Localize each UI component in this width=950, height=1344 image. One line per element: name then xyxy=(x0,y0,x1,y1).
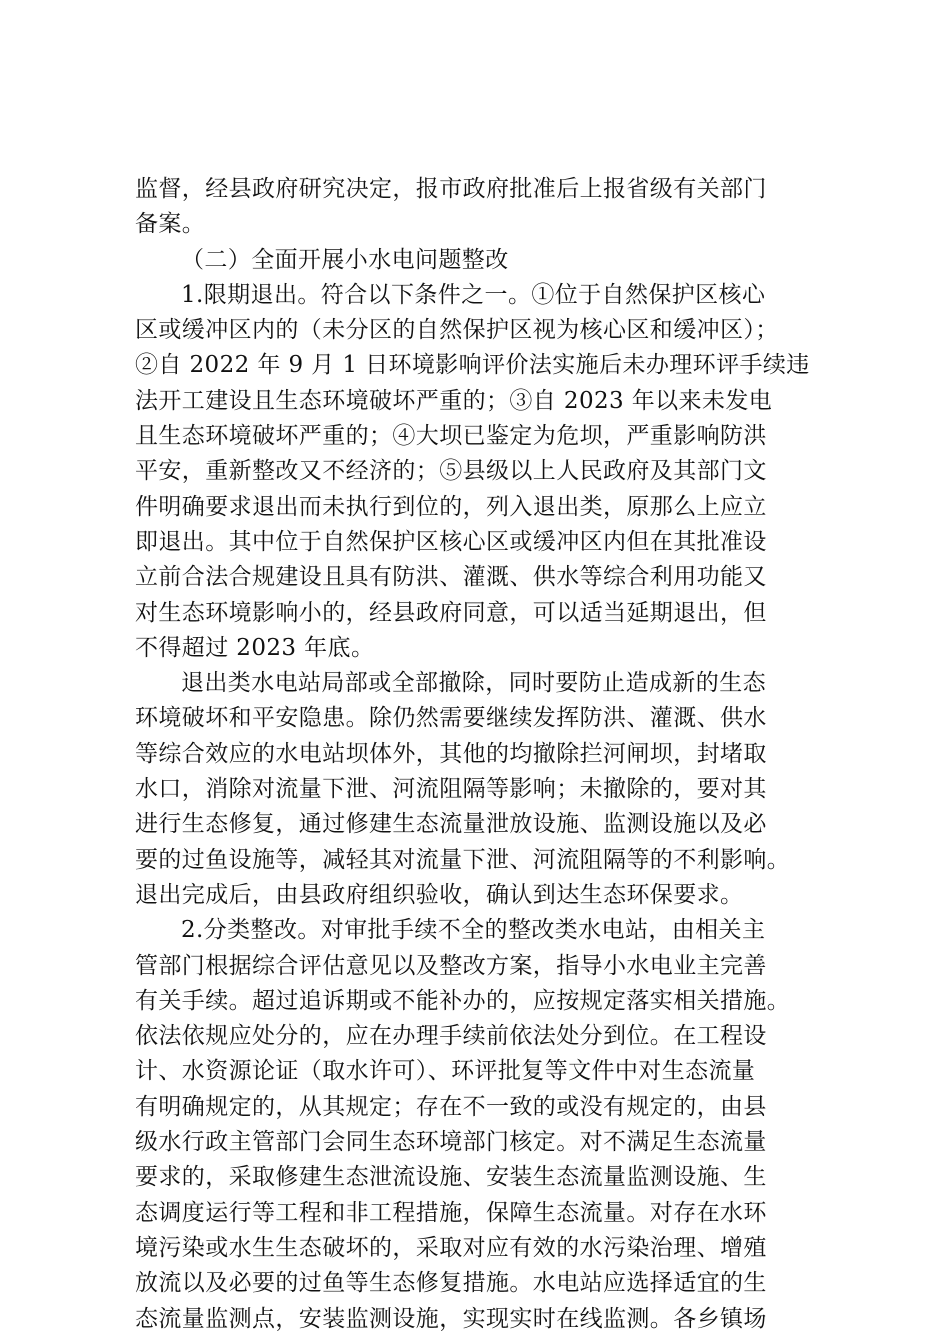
text-line: 态流量监测点，安装监测设施，实现实时在线监测。各乡镇场 xyxy=(135,1305,767,1332)
text-line: 退出类水电站局部或全部撤除，同时要防止造成新的生态 xyxy=(181,670,766,697)
text-line: 件明确要求退出而未执行到位的，列入退出类，原那么上应立 xyxy=(135,493,767,520)
text-line: 对生态环境影响小的，经县政府同意，可以适当延期退出，但 xyxy=(135,599,767,626)
text-line: 区或缓冲区内的（未分区的自然保护区视为核心区和缓冲区）； xyxy=(135,317,779,344)
text-line: 水口，消除对流量下泄、河流阻隔等影响；未撤除的，要对其 xyxy=(135,776,767,803)
text-line: 即退出。其中位于自然保护区核心区或缓冲区内但在其批准设 xyxy=(135,528,767,555)
text-line: 且生态环境破坏严重的；④大坝已鉴定为危坝，严重影响防洪 xyxy=(135,423,767,450)
text-line: 依法依规应处分的，应在办理手续前依法处分到位。在工程设 xyxy=(135,1023,767,1050)
text-line: 不得超过 2023 年底。 xyxy=(135,634,375,661)
text-line: 等综合效应的水电站坝体外，其他的均撤除拦河闸坝，封堵取 xyxy=(135,740,767,767)
text-line: （二）全面开展小水电问题整改 xyxy=(181,246,509,273)
text-line: 1.限期退出。符合以下条件之一。①位于自然保护区核心 xyxy=(181,281,766,308)
text-line: 计、水资源论证（取水许可）、环评批复等文件中对生态流量 xyxy=(135,1058,756,1085)
text-line: 要求的，采取修建生态泄流设施、安装生态流量监测设施、生 xyxy=(135,1164,767,1191)
text-line: 境污染或水生生态破坏的，采取对应有效的水污染治理、增殖 xyxy=(135,1234,767,1261)
text-line: 放流以及必要的过鱼等生态修复措施。水电站应选择适宜的生 xyxy=(135,1270,767,1297)
text-line: 平安，重新整改又不经济的；⑤县级以上人民政府及其部门文 xyxy=(135,458,767,485)
text-line: 级水行政主管部门会同生态环境部门核定。对不满足生态流量 xyxy=(135,1129,767,1156)
text-line: 态调度运行等工程和非工程措施，保障生态流量。对存在水环 xyxy=(135,1199,767,1226)
text-line: 法开工建设且生态环境破坏严重的；③自 2023 年以来未发电 xyxy=(135,387,773,414)
text-line: 监督，经县政府研究决定，报市政府批准后上报省级有关部门 xyxy=(135,176,767,202)
text-line: ②自 2022 年 9 月 1 日环境影响评价法实施后未办理环评手续违 xyxy=(135,352,810,379)
text-line: 要的过鱼设施等，减轻其对流量下泄、河流阻隔等的不利影响。 xyxy=(135,846,791,873)
text-line: 退出完成后，由县政府组织验收，确认到达生态环保要求。 xyxy=(135,881,744,908)
text-line: 备案。 xyxy=(135,211,206,238)
text-line: 环境破坏和平安隐患。除仍然需要继续发挥防洪、灌溉、供水 xyxy=(135,705,767,732)
text-line: 有关手续。超过追诉期或不能补办的，应按规定落实相关措施。 xyxy=(135,987,791,1014)
text-line: 2.分类整改。对审批手续不全的整改类水电站，由相关主 xyxy=(181,917,766,944)
text-line: 有明确规定的，从其规定；存在不一致的或没有规定的，由县 xyxy=(135,1093,767,1120)
document-body xyxy=(135,172,820,1337)
text-line: 进行生态修复，通过修建生态流量泄放设施、监测设施以及必 xyxy=(135,811,767,838)
text-line: 立前合法合规建设且具有防洪、灌溉、供水等综合利用功能又 xyxy=(135,564,767,591)
text-line: 管部门根据综合评估意见以及整改方案，指导小水电业主完善 xyxy=(135,952,767,979)
